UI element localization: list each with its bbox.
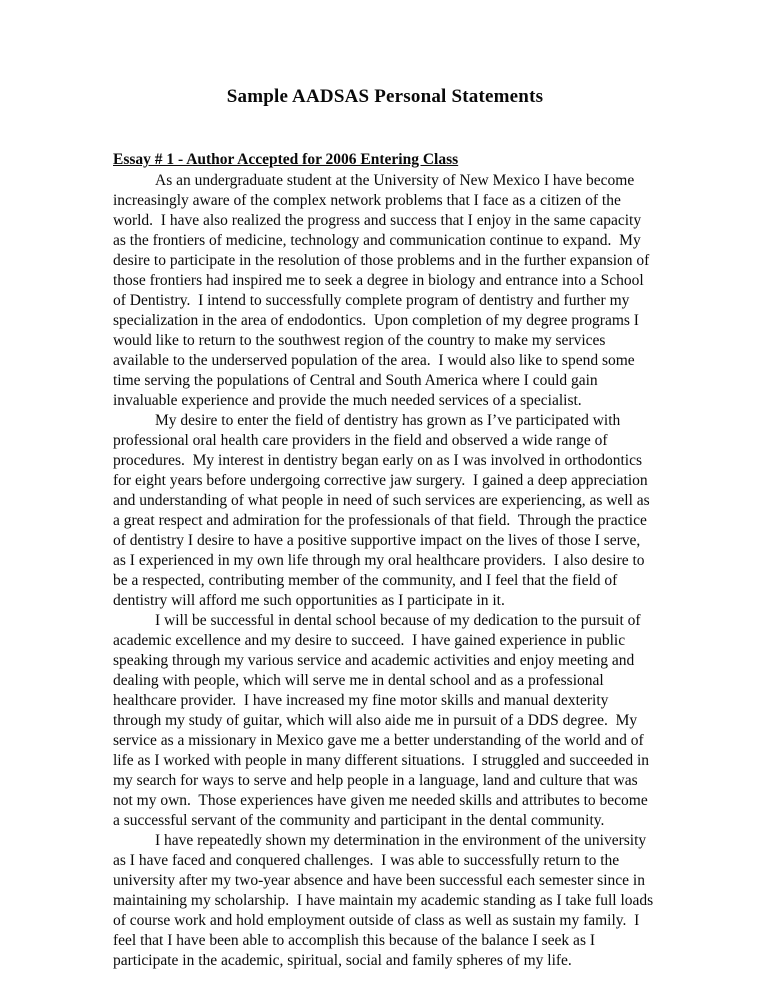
essay-paragraph-3: I will be successful in dental school because of my dedication to the pursuit of academic excellence and my desire to succeed. I have gained experience in public speaking through my various service and academic activities and enjoy meeting and dealing with people, which will serve me in dental school and as a professional healthcare provider. I have increased my fine motor skills and manual dexterity through my study of guitar, which will also aide me in pursuit of a DDS degree. My service as a missionary in Mexico gave me a better understanding of the world and of life as I worked with people in many different situations. I struggled and succeeded in my search for ways to serve and help people in a language, land and culture that was not my own. Those experiences have given me needed skills and attributes to become a successful servant of the community and participant in the dental community.	[113, 612, 653, 829]
essay-paragraph-4: I have repeatedly shown my determination in the environment of the university as I have faced and conquered challenges. I was able to successfully return to the university after my two-year absence and have been successful each semester since in maintaining my scholarship. I have maintain my academic standing as I take full loads of course work and hold employment outside of class as well as sustain my family. I feel that I have been able to accomplish this because of the balance I seek as I participate in the academic, spiritual, social and family spheres of my life.	[113, 832, 658, 969]
essay-heading: Essay # 1 - Author Accepted for 2006 Entering Class	[113, 151, 459, 168]
essay-body	[113, 171, 657, 971]
essay-paragraph-1: As an undergraduate student at the University of New Mexico I have become increasingly aware of the complex network problems that I face as a citizen of the world. I have also realized the progress and success that I enjoy in the same capacity as the frontiers of medicine, technology and communication continue to expand. My desire to participate in the resolution of those problems and in the further expansion of those frontiers had inspired me to seek a degree in biology and entrance into a School of Dentistry. I intend to successfully complete program of dentistry and further my specialization in the area of endodontics. Upon completion of my degree programs I would like to return to the southwest region of the country to make my services available to the underserved population of the area. I would also like to spend some time serving the populations of Central and South America where I could gain invaluable experience and provide the much needed services of a specialist.	[113, 172, 654, 409]
document-title: Sample AADSAS Personal Statements	[226, 86, 544, 107]
essay-paragraph-2: My desire to enter the field of dentistry has grown as I’ve participated with professional oral health care providers in the field and observed a wide range of procedures. My interest in dentistry began early on as I was involved in orthodontics for eight years before undergoing corrective jaw surgery. I gained a deep appreciation and understanding of what people in need of such services are experiencing, as well as a great respect and admiration for the professionals of that field. Through the practice of dentistry I desire to have a positive supportive impact on the lives of those I serve, as I experienced in my own life through my oral healthcare providers. I also desire to be a respected, contributing member of the community, and I feel that the field of dentistry will afford me such opportunities as I participate in it.	[113, 412, 654, 609]
